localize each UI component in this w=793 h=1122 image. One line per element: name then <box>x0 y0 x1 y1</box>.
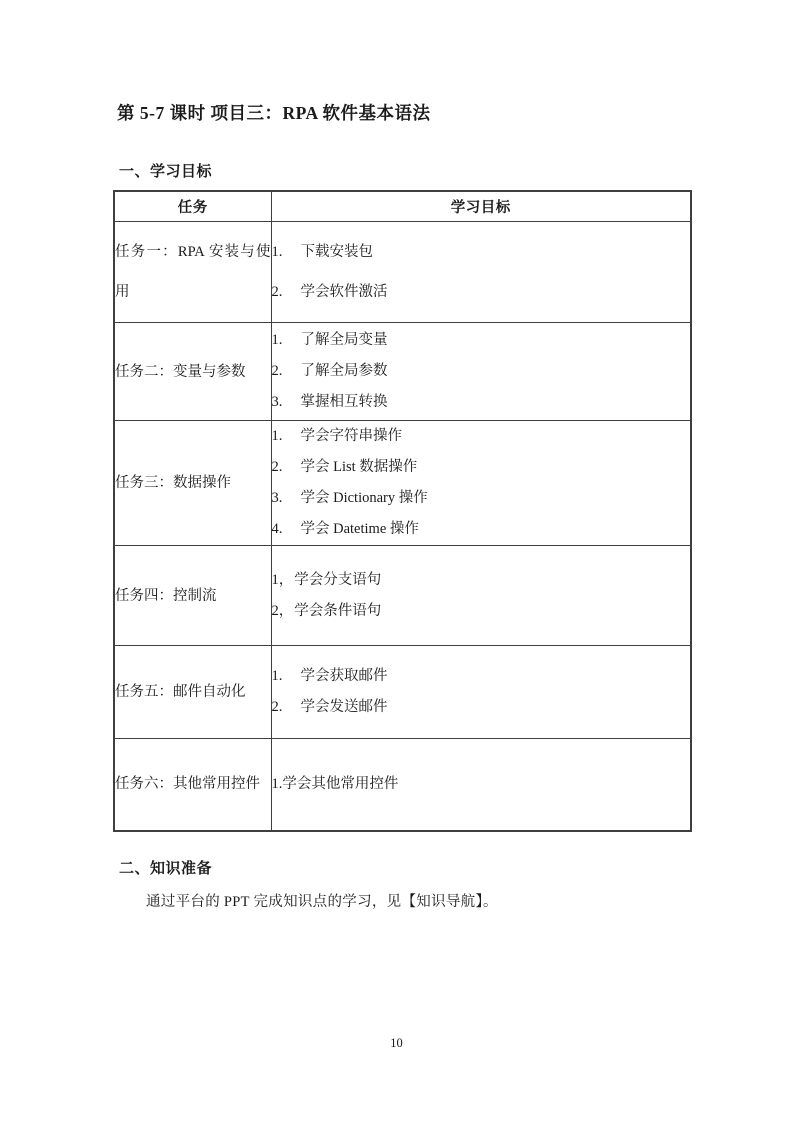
objective-text: 学会分支语句 <box>294 571 382 588</box>
objective-marker: 1. <box>271 775 283 792</box>
table-row <box>114 739 691 831</box>
objective-item <box>272 596 691 627</box>
objective-text: 掌握相互转换 <box>300 394 388 410</box>
objective-text: 学会 Datetime 操作 <box>300 521 419 537</box>
page-number: 10 <box>390 1036 403 1050</box>
objective-marker: 2. <box>271 459 283 475</box>
objective-text: 学会发送邮件 <box>300 699 388 715</box>
table-header-row <box>114 191 691 222</box>
objective-item <box>272 421 691 452</box>
objective-marker: 1. <box>271 428 283 444</box>
objectives-cell <box>271 646 691 739</box>
objective-marker: 2. <box>271 284 283 300</box>
task-cell: 任务四：控制流 <box>114 546 271 646</box>
table-row <box>114 421 691 546</box>
task-cell: 任务六：其他常用控件 <box>114 739 271 831</box>
objective-item <box>272 356 691 387</box>
objective-marker: 3. <box>271 490 283 506</box>
objective-item <box>272 661 691 692</box>
table-header-objective: 学习目标 <box>271 191 691 222</box>
task-cell: 任务五：邮件自动化 <box>114 646 271 739</box>
objective-marker: 2. <box>271 363 283 379</box>
objectives-table <box>113 190 692 832</box>
objective-item <box>272 565 691 596</box>
objective-item <box>272 514 691 545</box>
objective-text: 学会字符串操作 <box>300 428 402 444</box>
table-row <box>114 222 691 323</box>
objectives-cell <box>271 323 691 421</box>
objective-text: 学会 List 数据操作 <box>300 459 418 475</box>
objective-marker: 3. <box>271 394 283 410</box>
objective-item <box>272 232 691 272</box>
objective-marker: 1. <box>271 244 283 260</box>
objective-marker: 4. <box>271 521 283 537</box>
objectives-cell <box>271 421 691 546</box>
task-cell: 任务三：数据操作 <box>114 421 271 546</box>
objective-marker: 2， <box>271 602 294 619</box>
objective-marker: 1， <box>271 571 294 588</box>
objective-item <box>272 387 691 418</box>
table-row <box>114 646 691 739</box>
objective-text: 学会其他常用控件 <box>282 775 399 792</box>
objective-text: 学会 Dictionary 操作 <box>300 490 428 506</box>
objective-text: 学会软件激活 <box>300 284 388 300</box>
table-row <box>114 546 691 646</box>
doc-title: 第 5-7 课时 项目三：RPA 软件基本语法 <box>117 103 431 123</box>
objective-marker: 2. <box>271 699 283 715</box>
knowledge-prep-paragraph: 通过平台的 PPT 完成知识点的学习，见【知识导航】。 <box>146 894 498 910</box>
table-row <box>114 323 691 421</box>
objective-text: 了解全局参数 <box>300 363 388 379</box>
objective-item <box>272 452 691 483</box>
objective-item <box>272 769 691 800</box>
section-heading-knowledge-prep: 二、知识准备 <box>119 861 213 877</box>
objective-text: 学会获取邮件 <box>300 668 388 684</box>
objective-item <box>272 483 691 514</box>
task-cell: 任务一：RPA 安装与使用 <box>114 222 271 323</box>
objectives-cell <box>271 739 691 831</box>
objective-text: 下载安装包 <box>300 244 373 260</box>
objectives-cell <box>271 546 691 646</box>
task-cell: 任务二：变量与参数 <box>114 323 271 421</box>
objective-text: 学会条件语句 <box>294 602 382 619</box>
section-heading-learning-goals: 一、学习目标 <box>119 164 213 180</box>
objectives-cell <box>271 222 691 323</box>
objective-item <box>272 325 691 356</box>
objective-marker: 1. <box>271 332 283 348</box>
table-header-task: 任务 <box>114 191 271 222</box>
objective-item <box>272 692 691 723</box>
objective-item <box>272 272 691 312</box>
objective-marker: 1. <box>271 668 283 684</box>
objective-text: 了解全局变量 <box>300 332 388 348</box>
